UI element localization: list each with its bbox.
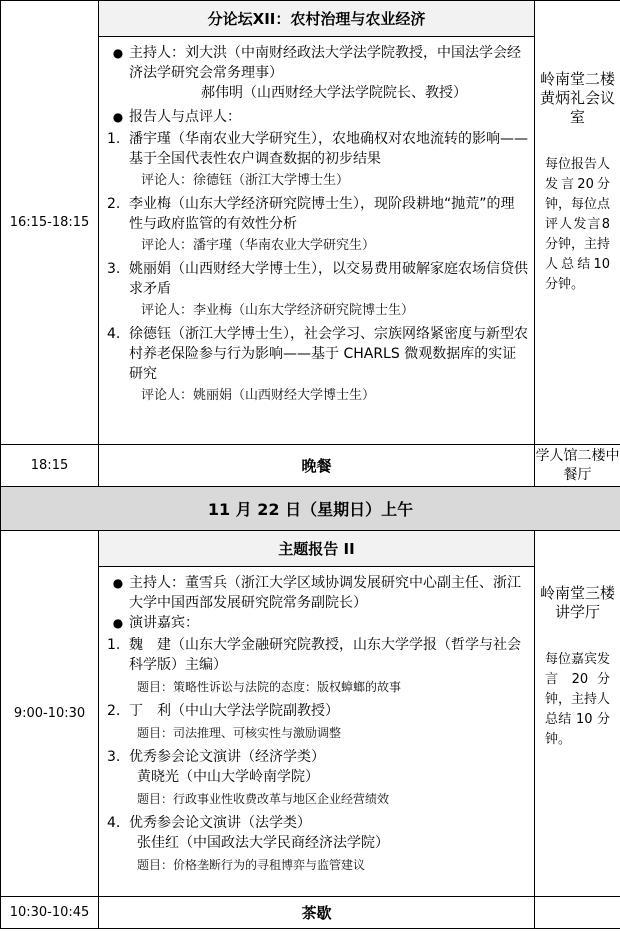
keynote2-host-line: ● 主持人：董雪兵（浙江大学区域协调发展研究中心副主任、浙江大学中国西部发展研究院常务副院长）	[107, 573, 528, 613]
forum12-host-label: 主持人	[129, 45, 171, 61]
keynote2-location-cell	[535, 531, 620, 897]
forum12-title: 分论坛XII：农村治理与农业经济	[99, 1, 535, 37]
forum12-location: 岭南堂二楼黄炳礼会议室	[539, 70, 615, 126]
dinner-time: 18:15	[1, 445, 99, 487]
day-header: 11 月 22 日（星期日）上午	[1, 487, 620, 531]
keynote2-host: 董雪兵（浙江大学区域协调发展研究中心副主任、浙江大学中国西部发展研究院常务副院长）	[129, 575, 521, 611]
forum12-content	[99, 37, 535, 445]
tea-time: 10:30-10:45	[1, 897, 99, 929]
topic: 题目：策略性诉讼与法院的态度：版权蟑螂的故事	[137, 680, 402, 694]
topic: 题目：行政事业性收费改革与地区企业经营绩效	[137, 792, 390, 806]
keynote2-time: 9:00-10:30	[1, 531, 99, 897]
speaker: 张佳红（中国政法大学民商经济法学院）	[137, 835, 389, 851]
list-item: 2. 李业梅（山东大学经济研究院博士生），现阶段耕地“抛荒”的理性与政府监管的有效性分析	[107, 196, 515, 232]
forum12-speakers-label: 报告人与点评人：	[129, 109, 241, 125]
dinner-label: 晚餐	[99, 445, 535, 487]
reviewer: 评论人：徐德钰（浙江大学博士生）	[141, 173, 350, 188]
reviewer: 评论人：李业梅（山东大学经济研究院博士生）	[141, 303, 415, 318]
reviewer: 评论人：潘宇瑾（华南农业大学研究生）	[141, 238, 376, 253]
keynote2-host-label: 主持人	[129, 575, 171, 591]
list-item: 4. 优秀参会论文演讲（法学类）	[107, 815, 311, 831]
keynote2-speakers-label: 演讲嘉宾：	[129, 615, 199, 631]
list-item: 1. 魏 建（山东大学金融研究院教授，山东大学学报（哲学与社会科学版）主编）	[107, 637, 521, 673]
reviewer: 评论人：姚丽娟（山西财经大学博士生）	[141, 388, 376, 403]
keynote2-title: 主题报告 II	[99, 531, 535, 567]
forum12-host-line: ● 主持人：刘大洪（中南财经政法大学法学院教授，中国法学会经济法学研究会常务理事）	[107, 43, 528, 83]
keynote2-content	[99, 567, 535, 897]
tea-label: 茶歇	[99, 897, 535, 929]
keynote2-note: 每位嘉宾发言 20 分钟，主持人总结 10 分钟。	[545, 652, 611, 747]
forum12-location-cell	[535, 1, 620, 445]
dinner-location: 学人馆二楼中餐厅	[535, 445, 620, 487]
bullet-icon: ●	[112, 576, 124, 590]
list-item: 1. 潘宇瑾（华南农业大学研究生），农地确权对农地流转的影响——基于全国代表性农户调查数据的初步结果	[107, 131, 528, 167]
forum12-host1: 刘大洪（中南财经政法大学法学院教授，中国法学会经济法学研究会常务理事）	[129, 45, 521, 81]
list-item: 4. 徐德钰（浙江大学博士生），社会学习、宗族网络紧密度与新型农村养老保险参与行为影响——基于 CHARLS 微观数据库的实证研究	[107, 326, 528, 382]
forum12-speakers-line	[107, 107, 528, 127]
topic: 题目：司法推理、可核实性与激励调整	[137, 726, 342, 740]
bullet-icon: ●	[112, 46, 124, 60]
bullet-icon: ●	[112, 616, 124, 630]
speaker: 黄晓光（中山大学岭南学院）	[137, 769, 319, 785]
forum12-note: 每位报告人发言20分钟，每位点评人发言8分钟，主持人总结10分钟。	[545, 157, 611, 292]
list-item: 3. 优秀参会论文演讲（经济学类）	[107, 749, 325, 765]
bullet-icon: ●	[112, 110, 124, 124]
forum12-time: 16:15-18:15	[1, 1, 99, 445]
keynote2-location: 岭南堂三楼讲学厅	[539, 584, 615, 621]
list-item: 3. 姚丽娟（山西财经大学博士生），以交易费用破解家庭农场信贷供求矛盾	[107, 261, 528, 297]
keynote2-speakers-line	[107, 613, 528, 633]
tea-location	[535, 897, 620, 929]
forum12-host2: 郝伟明（山西财经大学法学院院长、教授）	[201, 85, 467, 101]
topic: 题目：价格垄断行为的寻租博弈与监管建议	[137, 858, 366, 872]
list-item: 2. 丁 利（中山大学法学院副教授）	[107, 703, 339, 719]
